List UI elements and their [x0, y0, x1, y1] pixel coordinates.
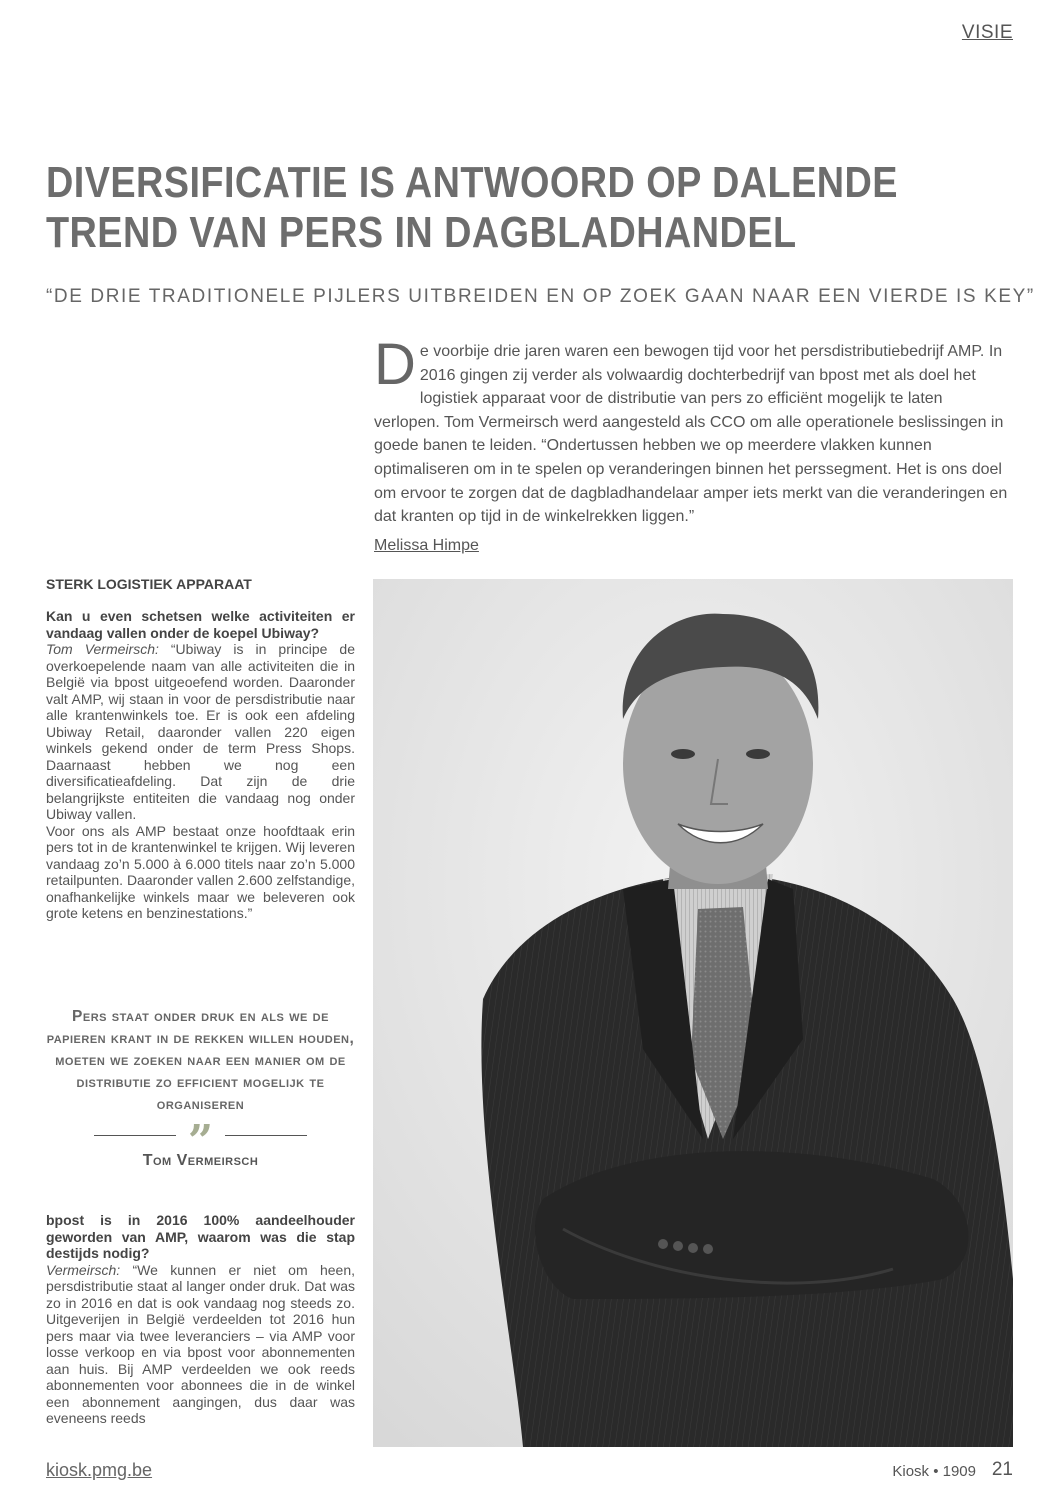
drop-cap: D: [374, 332, 416, 397]
section-label: VISIE: [961, 22, 1013, 43]
footer-url-link[interactable]: kiosk.pmg.be: [46, 1460, 153, 1480]
headline: [46, 158, 898, 258]
portrait-photo: [373, 579, 1013, 1447]
speaker-name: Tom Vermeirsch:: [46, 641, 159, 657]
speaker-name-2: Vermeirsch:: [46, 1261, 121, 1278]
headline-line-2: TREND VAN PERS IN DAGBLADHANDEL: [46, 208, 797, 257]
section-heading: STERK LOGISTIEK APPARAAT: [46, 576, 252, 592]
divider-line-left: [94, 1135, 176, 1136]
pull-quote-text: Pers staat onder druk en als we de papieren krant in de rekken willen houden, moeten we zoeken naar een manier om de distributie zo efficient mogelijk te organiseren: [46, 1008, 355, 1113]
interview-answer: [46, 641, 355, 823]
intro-paragraph: [374, 332, 1012, 529]
interview-answer-continued: Voor ons als AMP bestaat onze hoofdtaak erin pers tot in de krantenwinkel te krijgen. Wij leveren vandaag zo’n 5.000 à 6.000 titels naar zo’n 5.000 retailpunten. Daaronder vallen 2.600 zelfstandige, onafhankelijke winkels maar we beleveren ook grote ketens en benzinestations.”: [46, 822, 355, 921]
divider-line-right: [225, 1135, 307, 1136]
interview-answer-2: [46, 1262, 355, 1427]
quote-mark-icon: ”: [187, 1120, 214, 1150]
interview-question: Kan u even schetsen welke activiteiten er vandaag vallen onder de koepel Ubiway?: [46, 608, 355, 641]
pull-quote-divider: [46, 1120, 355, 1150]
page-number: 21: [991, 1459, 1013, 1480]
answer-text-2: “We kunnen er niet om heen, persdistributie staat al langer onder druk. Dat was zo in 2016 en dat is ook vandaag nog steeds zo. Uitgeverijen in België verdeelden tot 2016 hun pers maar via twee leveranciers – via AMP voor losse verkoop en via bpost voor abonnementen aan huis. Bij AMP verdeelden we ook reeds abonnementen voor abonnees die in de winkel een abonnement aangingen, dus daar was eveneens reeds: [46, 1261, 355, 1426]
pull-quote-author: Tom Vermeirsch: [142, 1152, 259, 1169]
left-column-bottom: [46, 1212, 355, 1427]
answer-text: “Ubiway is in principe de overkoepelende naam van alle activiteiten die in België via bpost uitgeoefend worden. Daaronder valt AMP, wij staan in voor de persdistributie naar alle krantenwinkels toe. Er is ook een afdeling Ubiway Retail, daaronder vallen 220 eigen winkels gekend onder de term Press Shops. Daarnaast hebben we nog een diversificatieafdeling. Dat zijn de drie belangrijkste entiteiten die vandaag nog onder Ubiway vallen.: [46, 641, 355, 822]
subheadline: “DE DRIE TRADITIONELE PIJLERS UITBREIDEN EN OP ZOEK GAAN NAAR EEN VIERDE IS KEY”: [46, 286, 1035, 307]
pull-quote: [46, 1006, 355, 1170]
interview-question-2: bpost is in 2016 100% aandeelhouder geworden van AMP, waarom was die stap destijds nodig?: [46, 1212, 355, 1261]
headline-line-1: DIVERSIFICATIE IS ANTWOORD OP DALENDE: [46, 158, 898, 207]
footer-issue: Kiosk • 1909: [892, 1463, 976, 1480]
author-byline: Melissa Himpe: [374, 537, 479, 554]
intro-text: e voorbije drie jaren waren een bewogen tijd voor het persdistributiebedrijf AMP. In 2016 gingen zij verder als volwaardig dochterbedrijf van bpost met als doel het logistiek apparaat voor de distributie van pers zo efficiënt mogelijk te laten verlopen. Tom Vermeirsch werd aangesteld als CCO om alle operationele beslissingen in goede banen te leiden. “Ondertussen hebben we op meerdere vlakken kunnen optimaliseren om in te spelen op veranderingen binnen het perssegment. Het is ons doel om ervoor te zorgen dat de dagbladhandelaar amper iets merkt van die veranderingen en dat kranten op tijd in de winkelrekken liggen.”: [374, 343, 1008, 526]
left-column-top: [46, 576, 355, 922]
